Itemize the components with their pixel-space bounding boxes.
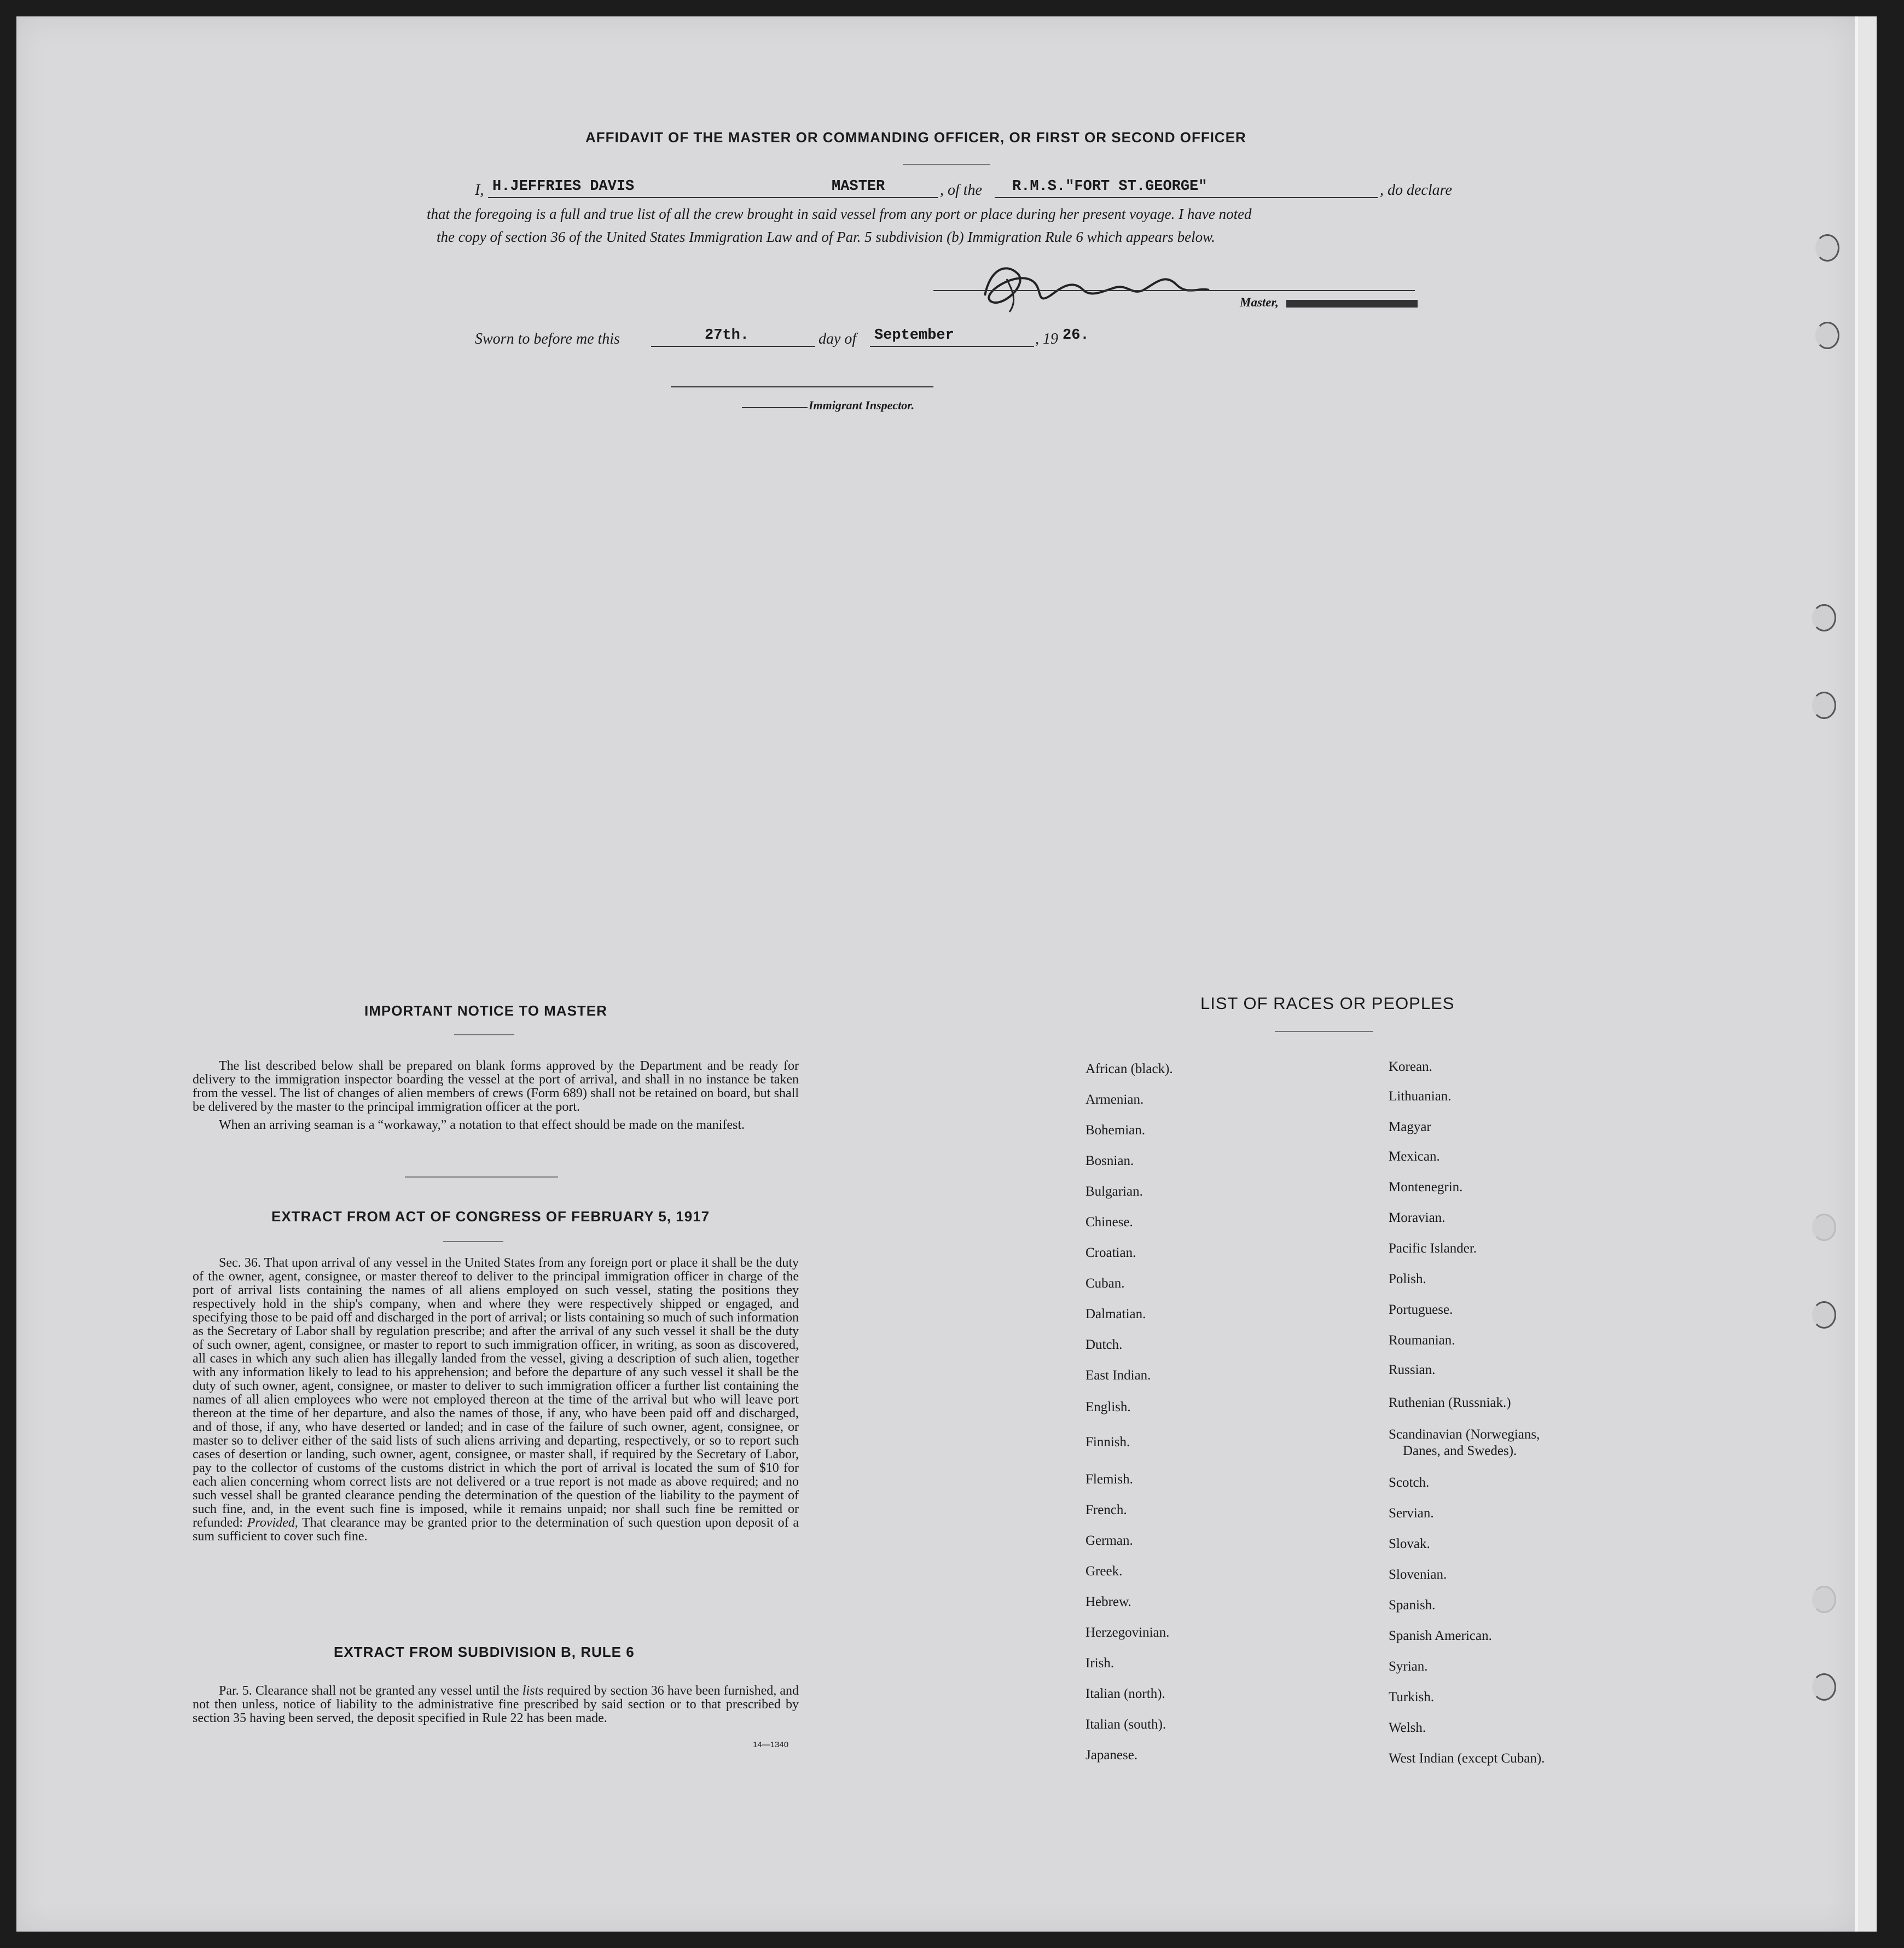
name-underline <box>488 197 938 198</box>
race-item-right: Korean. <box>1389 1059 1432 1074</box>
section-36-text: That upon arrival of any vessel in the United States from any foreign port or place it shall be the duty of the owner, agent, consignee, or master thereof to deliver to the principal immigration officer in charge of the port of arrival lists containing the names of all aliens employed on such vessel, stating the positions they respectively hold in the ship's company, when and where they were respectively shipped or engaged, and specifying those to be paid off and discharged in the port of arrival; or lists containing so much of such information as the Secretary of Labor shall by regulation prescribe; and after the arrival of any such vessel it shall be the duty of such owner, agent, consignee, or master to report to such immigration officer, in writing, as soon as discovered, all cases in which any such alien has illegally landed from the vessel, giving a description of such alien, together with any information likely to lead to his apprehension; and before the departure of any such vessel it shall be the duty of such owner, agent, consignee, or master to deliver to such immigration officer a further list containing the names of all alien employees who were not employed thereon at the time of the arrival but who will leave port thereon at the time of her departure, and also the names of those, if any, who have been paid off and discharged, and of those, if any, who have deserted or landed; and in case of the failure of such owner, agent, consignee, or master so to deliver either of the said lists of such aliens arriving and departing, respectively, or so to report such cases of desertion or landing, such owner, agent, consignee, or master shall, if required by the Secretary of Labor, pay to the collector of customs of the customs district in which the port of arrival is located the sum of $10 for each alien concerning whom correct lists are not delivered or a true report is not made as above required; and no such vessel shall be granted clearance pending the determination of the question of the liability to the payment of such fine, and, in the event such fine is imposed, while it remains unpaid; nor shall such fine be remitted or refunded: <box>193 1256 799 1530</box>
race-item-left: Finnish. <box>1085 1435 1130 1450</box>
race-item-right: Welsh. <box>1389 1720 1426 1735</box>
form-number: 14—1340 <box>753 1740 789 1749</box>
races-heading: LIST OF RACES OR PEOPLES <box>1200 994 1455 1013</box>
race-item-right: Slovenian. <box>1389 1567 1447 1582</box>
subdivision-heading: EXTRACT FROM SUBDIVISION B, RULE 6 <box>334 1644 635 1660</box>
sworn-prefix: Sworn to before me this <box>475 331 620 347</box>
punch-hole <box>1812 1586 1836 1613</box>
signature-line <box>933 290 1415 291</box>
race-item-left: Flemish. <box>1085 1472 1133 1487</box>
notice-paragraph-2: When an arriving seaman is a “workaway,” a notation to that effect should be made on the manifest. <box>219 1118 745 1132</box>
affidavit-line3: the copy of section 36 of the United States Immigration Law and of Par. 5 subdivision (b) Immigration Rule 6 which appears below. <box>437 229 1215 245</box>
race-item-left: French. <box>1085 1503 1127 1517</box>
extract-rule <box>443 1241 503 1242</box>
race-item-right: Turkish. <box>1389 1690 1435 1704</box>
race-item-left: Armenian. <box>1085 1092 1144 1107</box>
punch-hole <box>1812 1301 1836 1329</box>
race-item-right: Portuguese. <box>1389 1302 1453 1317</box>
punch-hole <box>1812 692 1836 719</box>
race-item-left: Italian (north). <box>1085 1686 1165 1701</box>
notice-body <box>193 1059 799 1132</box>
master-signature <box>968 257 1253 317</box>
punch-hole <box>1815 234 1839 262</box>
struck-out-caption <box>1286 300 1418 308</box>
race-item-left: Japanese. <box>1085 1748 1138 1763</box>
punch-hole <box>1812 1673 1836 1701</box>
par5-lists: lists <box>522 1684 544 1698</box>
punch-hole <box>1812 604 1836 631</box>
race-item-right: Moravian. <box>1389 1210 1446 1225</box>
race-item-right: Polish. <box>1389 1272 1426 1286</box>
provided-word: Provided, <box>247 1516 298 1530</box>
year-suffix: 26. <box>1063 327 1089 344</box>
race-item-left: Greek. <box>1085 1564 1123 1579</box>
year-prefix: , 19 <box>1035 331 1058 347</box>
sworn-day: 27th. <box>705 327 750 344</box>
race-item-right: West Indian (except Cuban). <box>1389 1751 1545 1766</box>
race-item-left: Bosnian. <box>1085 1153 1134 1168</box>
race-item-left: Chinese. <box>1085 1215 1133 1230</box>
notice-divider <box>405 1176 558 1178</box>
day-of-text: day of <box>819 331 857 347</box>
race-item-left: Hebrew. <box>1085 1595 1131 1609</box>
punch-hole <box>1815 322 1839 349</box>
race-item-right: Roumanian. <box>1389 1333 1455 1348</box>
race-item-left: Bohemian. <box>1085 1123 1146 1138</box>
race-item-left: Dalmatian. <box>1085 1307 1146 1321</box>
race-item-right: Spanish American. <box>1389 1628 1492 1643</box>
day-underline <box>651 346 815 347</box>
master-caption: Master, <box>1240 295 1279 309</box>
par5-text-a: Par. 5. Clearance shall not be granted any vessel until the <box>219 1684 519 1698</box>
par5-body <box>193 1684 799 1725</box>
race-item-right: Syrian. <box>1389 1659 1428 1674</box>
par5-text-b: required by section 36 have been furnished, and not then unless, notice of liability to the administrative fine prescribed by said section or to that prescribed by section 35 having been served, the deposit specified in Rule 22 has been made. <box>193 1684 799 1725</box>
punch-hole <box>1812 1214 1836 1241</box>
document-page <box>16 16 1858 1932</box>
signature-caption <box>1240 295 1418 310</box>
race-item-right: Russian. <box>1389 1363 1436 1377</box>
section-36-end: That clearance may be granted prior to the determination of such question upon deposit of a sum sufficient to cover such fine. <box>193 1516 799 1544</box>
title-rule <box>903 164 990 165</box>
sworn-month: September <box>874 327 954 344</box>
vessel-underline <box>995 197 1378 198</box>
race-item-right: Lithuanian. <box>1389 1089 1452 1104</box>
race-item-right: Danes, and Swedes). <box>1403 1443 1517 1458</box>
affidavit-title: AFFIDAVIT OF THE MASTER OR COMMANDING OFFICER, OR FIRST OR SECOND OFFICER <box>585 129 1246 146</box>
race-item-right: Magyar <box>1389 1120 1431 1134</box>
affidavit-line2: that the foregoing is a full and true list of all the crew brought in said vessel from any port or place during her present voyage. I have noted <box>427 206 1252 222</box>
month-underline <box>870 346 1034 347</box>
race-item-left: East Indian. <box>1085 1368 1151 1383</box>
race-item-right: Slovak. <box>1389 1537 1430 1551</box>
race-item-right: Scandinavian (Norwegians, <box>1389 1427 1540 1442</box>
section-36-label: Sec. 36. <box>219 1256 261 1270</box>
race-item-right: Scotch. <box>1389 1475 1430 1490</box>
notice-rule <box>454 1034 514 1035</box>
race-item-right: Servian. <box>1389 1506 1434 1521</box>
race-item-left: Italian (south). <box>1085 1717 1166 1732</box>
race-item-right: Montenegrin. <box>1389 1180 1463 1195</box>
section-36-body <box>193 1256 799 1544</box>
vessel-name: R.M.S."FORT ST.GEORGE" <box>1012 178 1208 195</box>
do-declare-text: , do declare <box>1380 182 1452 199</box>
race-item-left: Herzegovinian. <box>1085 1625 1170 1640</box>
extract-heading: EXTRACT FROM ACT OF CONGRESS OF FEBRUARY 5, 1917 <box>271 1208 710 1225</box>
race-item-right: Ruthenian (Russniak.) <box>1389 1395 1511 1410</box>
inspector-short-line <box>742 407 808 408</box>
race-item-left: Dutch. <box>1085 1337 1123 1352</box>
race-item-left: Bulgarian. <box>1085 1184 1143 1199</box>
page-edge <box>1858 16 1877 1932</box>
race-item-left: Irish. <box>1085 1656 1114 1671</box>
race-item-right: Pacific Islander. <box>1389 1241 1477 1256</box>
race-item-left: Croatian. <box>1085 1245 1136 1260</box>
master-name: H.JEFFRIES DAVIS <box>492 178 635 195</box>
race-item-left: English. <box>1085 1400 1131 1414</box>
race-item-right: Spanish. <box>1389 1598 1436 1613</box>
race-item-left: African (black). <box>1085 1062 1173 1076</box>
race-item-left: Cuban. <box>1085 1276 1125 1291</box>
affidavit-i: I, <box>475 182 484 199</box>
race-item-left: German. <box>1085 1533 1133 1548</box>
race-item-right: Mexican. <box>1389 1149 1440 1164</box>
of-the-text: , of the <box>940 182 982 199</box>
master-rank: MASTER <box>832 178 885 195</box>
inspector-caption: Immigrant Inspector. <box>809 398 915 412</box>
inspector-signature-line <box>671 386 933 387</box>
notice-paragraph-1: The list described below shall be prepared on blank forms approved by the Department and be ready for delivery to the immigration inspector boarding the vessel at the port of arrival, and shall in no instance be taken from the vessel. The list of changes of alien members of crews (Form 689) shall not be retained on board, but shall be delivered by the master to the principal immigration officer at the port. <box>193 1059 799 1114</box>
races-rule <box>1275 1031 1373 1032</box>
notice-heading: IMPORTANT NOTICE TO MASTER <box>364 1002 607 1019</box>
